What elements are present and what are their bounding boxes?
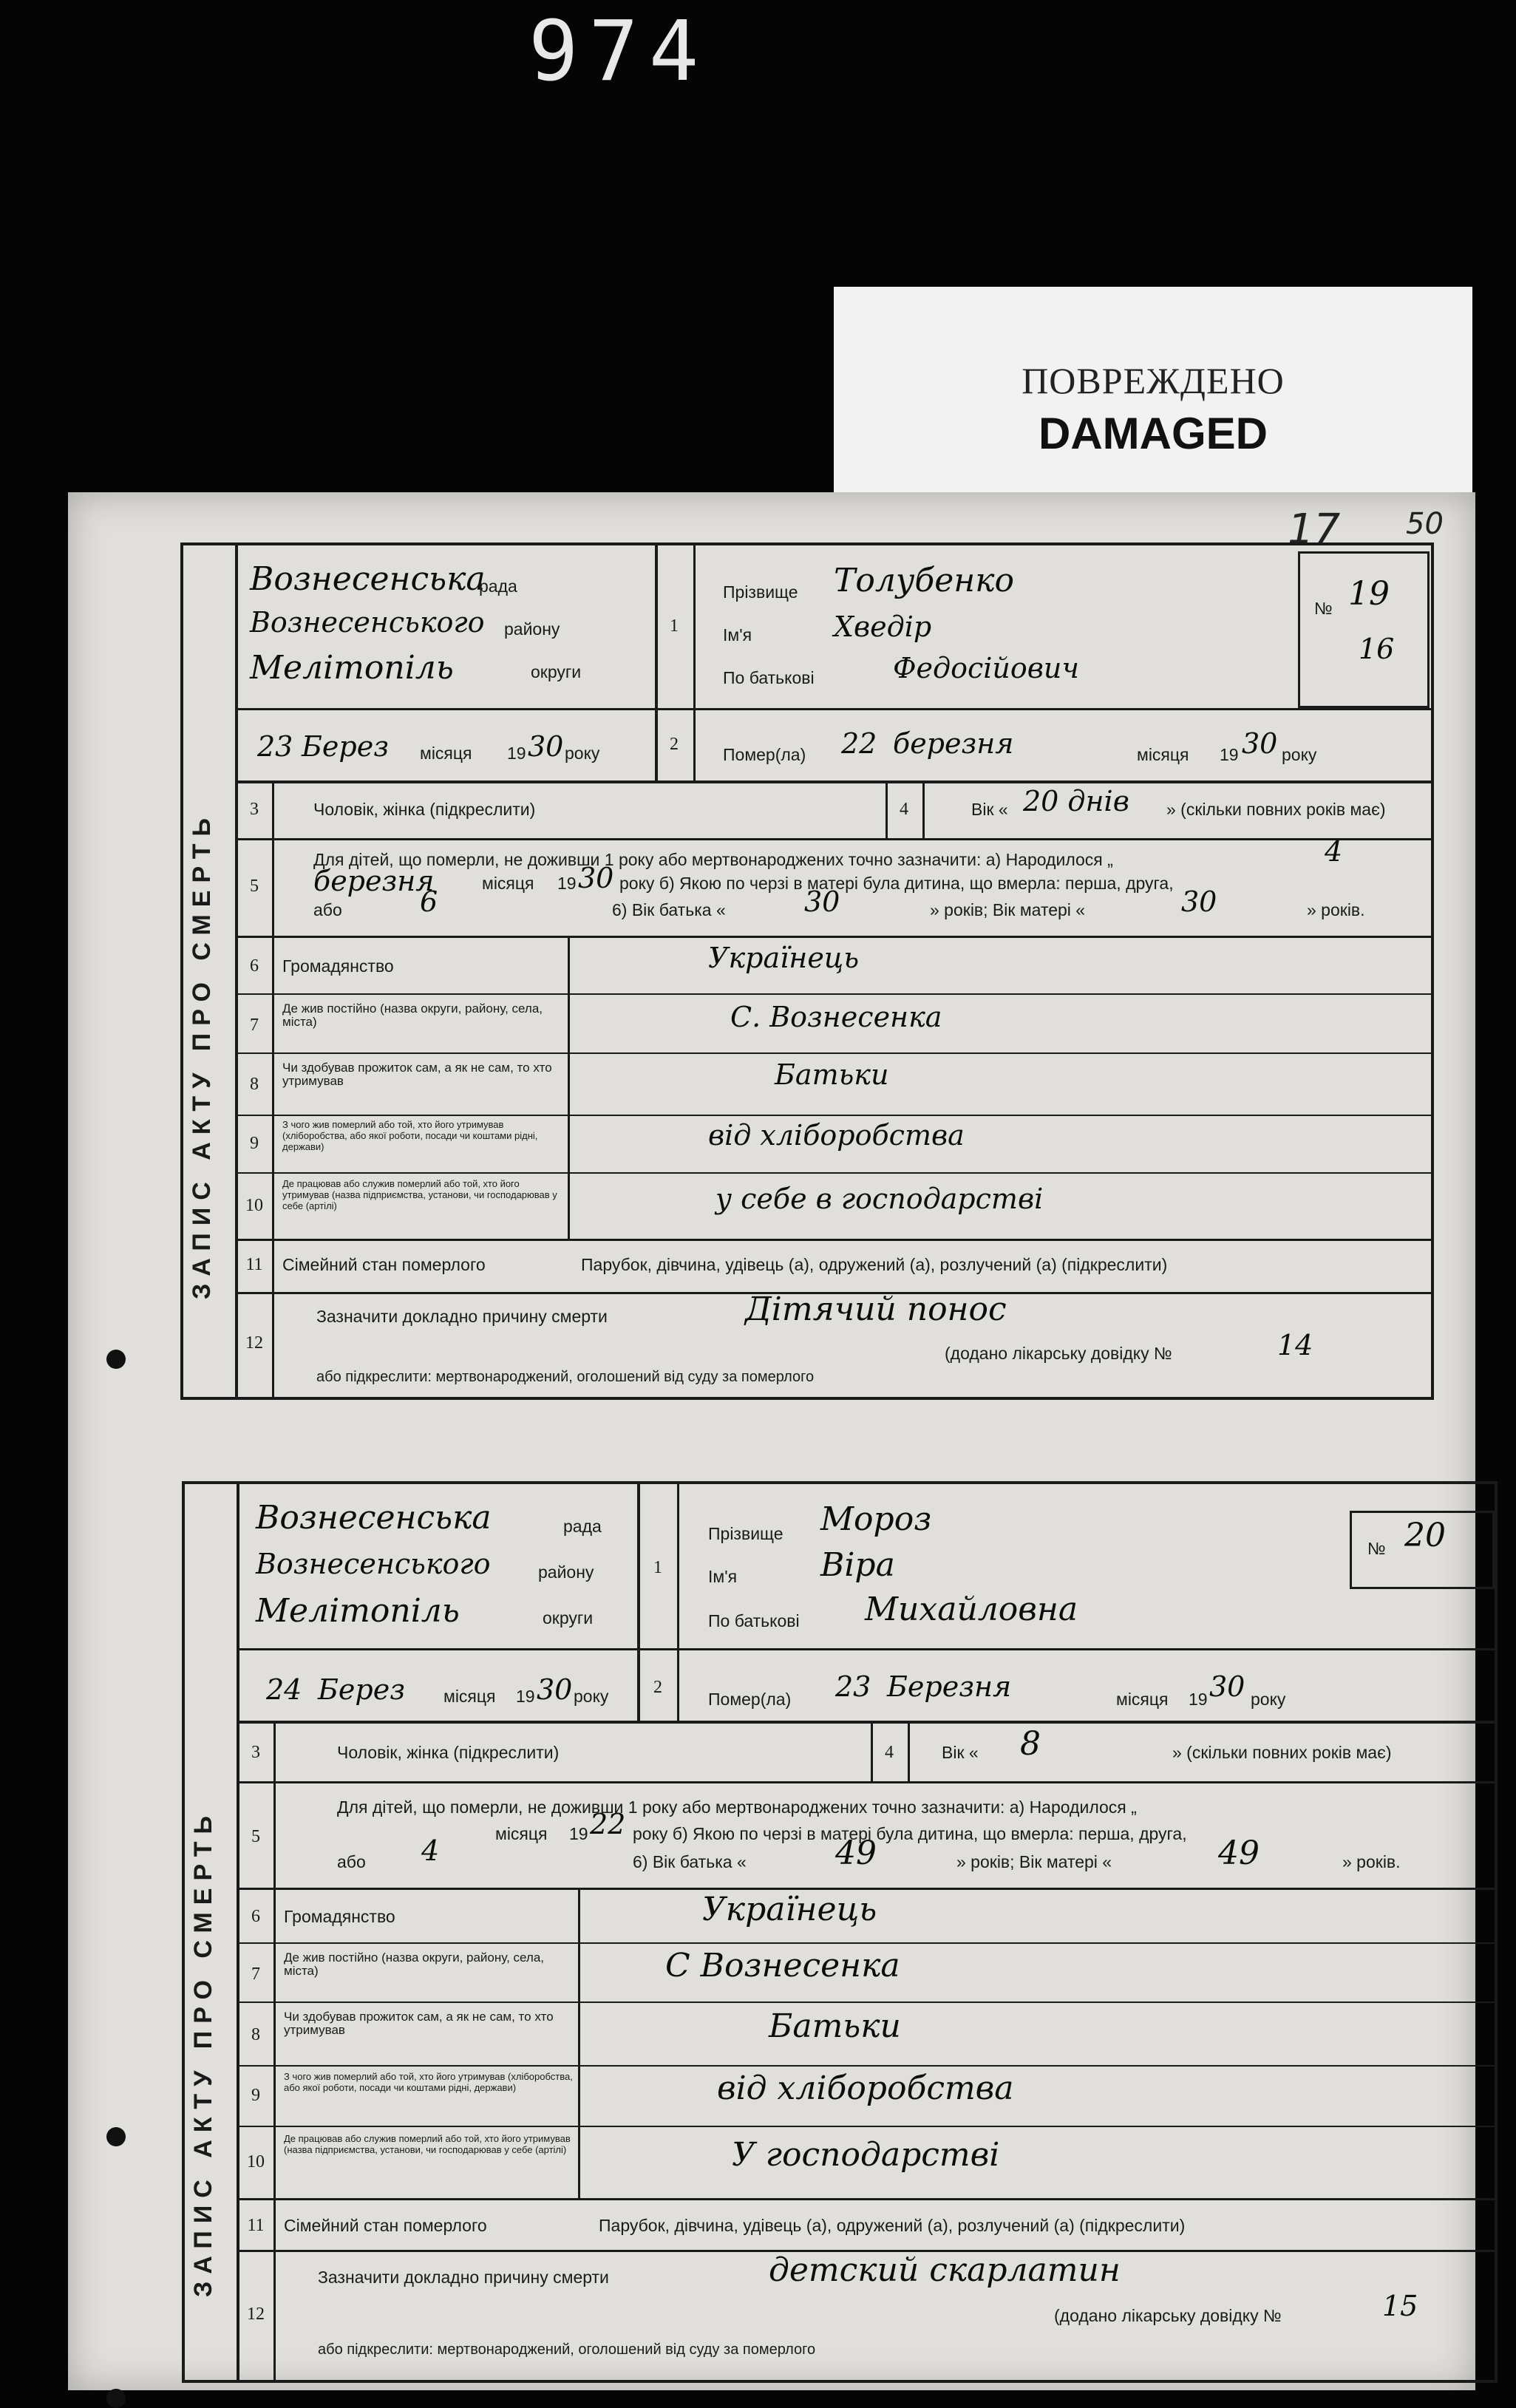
registration-year-prefix: 19 xyxy=(516,1687,535,1706)
infant-line-1: Для дітей, що померли, не доживши 1 року або мертвонароджених точно зазначити: а) Народилося „ xyxy=(337,1798,1137,1817)
age-label-suffix: » (скільки повних років має) xyxy=(1166,800,1386,819)
died-label: Помер(ла) xyxy=(708,1690,792,1709)
document-sheet xyxy=(68,492,1475,2390)
sex-label: Чоловік, жінка (підкреслити) xyxy=(313,800,536,819)
residence-value: С. Вознесенка xyxy=(730,1001,942,1033)
record-number-sub: 16 xyxy=(1359,633,1395,665)
infant-father: 6) Вік батька « xyxy=(633,1852,747,1871)
number-label: № xyxy=(1367,1539,1386,1558)
death-month: березня xyxy=(893,727,1014,760)
cause-label: Зазначити докладно причину смерти xyxy=(316,1307,608,1326)
row-number: 4 xyxy=(900,800,908,819)
misiatsia-label: місяця xyxy=(482,874,534,893)
born-month: березня xyxy=(313,865,435,897)
okrug-value: Мелітопіль xyxy=(250,649,454,687)
registration-year-prefix: 19 xyxy=(507,744,526,763)
punch-hole xyxy=(106,2127,126,2146)
rada-value: Вознесенська xyxy=(250,560,486,598)
born-year-prefix: 19 xyxy=(557,874,577,893)
death-record-1 xyxy=(180,543,1434,1400)
registration-month: Берез xyxy=(318,1673,405,1706)
mother-age: 49 xyxy=(1218,1834,1260,1872)
born-year: 22 xyxy=(590,1808,626,1840)
cert-label: (додано лікарську довідку № xyxy=(1054,2306,1282,2325)
raion-label: району xyxy=(538,1562,594,1582)
infant-mother: » років; Вік матері « xyxy=(930,900,1086,919)
registration-year: 30 xyxy=(528,730,564,763)
row-number: 3 xyxy=(251,1743,260,1762)
record-number: 20 xyxy=(1404,1517,1446,1554)
misiatsia-label: місяця xyxy=(1116,1690,1169,1709)
rik-label: року xyxy=(574,1687,609,1706)
number-label: № xyxy=(1314,599,1333,618)
marital-options: Парубок, дівчина, удівець (а), одружений (а), розлучений (а) (підкреслити) xyxy=(581,1255,1168,1274)
livelihood-label: Чи здобував прожиток сам, а як не сам, то хто утримував xyxy=(284,2010,554,2037)
misiatsia-label: місяця xyxy=(1137,745,1189,764)
born-year: 30 xyxy=(578,862,614,894)
child-order: 4 xyxy=(421,1834,440,1867)
rada-value: Вознесенська xyxy=(256,1499,492,1537)
name-label: Ім'я xyxy=(723,625,752,644)
livelihood-value: Батьки xyxy=(775,1058,889,1091)
side-title: ЗАПИС АКТУ ПРО СМЕРТЬ xyxy=(188,811,216,1299)
archive-number: 974 xyxy=(528,4,710,100)
row-number: 1 xyxy=(670,616,679,636)
row-number: 9 xyxy=(251,2086,260,2105)
citizenship-value: Українець xyxy=(708,942,860,974)
death-year-prefix: 19 xyxy=(1189,1690,1208,1709)
sex-label: Чоловік, жінка (підкреслити) xyxy=(337,1743,560,1762)
workplace-value: У господарстві xyxy=(732,2136,1000,2174)
residence-value: С Вознесенка xyxy=(665,1947,900,1984)
infant-abo: або xyxy=(337,1852,366,1871)
row-number: 12 xyxy=(247,2305,265,2324)
name-value: Хведір xyxy=(834,610,932,643)
rik-label: року xyxy=(1251,1690,1286,1709)
died-label: Помер(ла) xyxy=(723,745,806,764)
source-label: З чого жив померлий або той, хто його утримував (хліборобства, або якої роботи, посади чи коштами рідні, держави) xyxy=(282,1119,538,1152)
row-number: 2 xyxy=(653,1678,662,1697)
citizenship-label: Громадянство xyxy=(284,1907,395,1926)
marital-label: Сімейний стан померлого xyxy=(282,1255,486,1274)
patronymic-value: Михайловна xyxy=(865,1591,1078,1628)
cert-label: (додано лікарську довідку № xyxy=(945,1344,1172,1363)
residence-label: Де жив постійно (назва округи, району, села, міста) xyxy=(284,1950,545,1978)
registration-month: Берез xyxy=(302,730,389,763)
father-age: 49 xyxy=(835,1834,877,1872)
row-number: 4 xyxy=(885,1743,894,1762)
child-order: 6 xyxy=(420,885,438,918)
father-age: 30 xyxy=(804,885,840,918)
rik-label: року xyxy=(565,744,600,763)
misiatsia-label: місяця xyxy=(420,744,472,763)
punch-hole xyxy=(106,1350,126,1369)
death-year-prefix: 19 xyxy=(1220,745,1239,764)
death-day: 23 xyxy=(835,1670,871,1703)
citizenship-value: Українець xyxy=(702,1891,877,1928)
death-day: 22 xyxy=(841,727,877,760)
damage-label-en: DAMAGED xyxy=(1039,409,1268,458)
source-value: від хліборобства xyxy=(708,1119,965,1152)
surname-label: Прізвище xyxy=(708,1524,784,1543)
row-number: 6 xyxy=(251,1907,260,1926)
workplace-value: у себе в господарстві xyxy=(715,1183,1044,1215)
row-number: 6 xyxy=(250,956,259,976)
okrug-value: Мелітопіль xyxy=(256,1592,460,1630)
row-number: 7 xyxy=(251,1965,260,1984)
corner-page-number: 17 xyxy=(1288,506,1341,554)
patronymic-value: Федосійович xyxy=(893,652,1080,684)
row-number: 11 xyxy=(245,1255,263,1274)
raion-label: району xyxy=(504,619,560,639)
infant-mid: року б) Якою по черзі в матері була дитина, що вмерла: перша, друга, xyxy=(633,1824,1187,1843)
age-label-prefix: Вік « xyxy=(942,1743,979,1762)
age-label-suffix: » (скільки повних років має) xyxy=(1172,1743,1392,1762)
record-number: 19 xyxy=(1348,575,1390,613)
age-label-prefix: Вік « xyxy=(971,800,1008,819)
surname-label: Прізвище xyxy=(723,582,798,602)
born-day: 4 xyxy=(1325,835,1343,868)
row-number: 12 xyxy=(245,1333,263,1353)
raion-value: Вознесенського xyxy=(256,1548,491,1580)
cert-number: 15 xyxy=(1382,2290,1418,2322)
age-value: 8 xyxy=(1020,1725,1041,1763)
row-number: 3 xyxy=(250,800,259,819)
damage-label xyxy=(834,287,1472,492)
row-number: 7 xyxy=(250,1016,259,1035)
death-month: Березня xyxy=(887,1670,1012,1703)
stillborn-note: або підкреслити: мертвонароджений, оголошений від суду за померлого xyxy=(318,2341,816,2358)
row-number: 1 xyxy=(653,1558,662,1577)
infant-father: 6) Вік батька « xyxy=(612,900,726,919)
surname-value: Мороз xyxy=(820,1500,932,1538)
row-number: 8 xyxy=(250,1075,259,1094)
side-title: ЗАПИС АКТУ ПРО СМЕРТЬ xyxy=(189,1809,217,2297)
row-number: 10 xyxy=(245,1196,263,1215)
corner-sheet-number: 50 xyxy=(1406,507,1444,541)
livelihood-value: Батьки xyxy=(769,2007,901,2045)
surname-value: Толубенко xyxy=(834,562,1015,599)
row-number: 11 xyxy=(247,2216,265,2235)
rik-label: року xyxy=(1282,745,1317,764)
registration-year: 30 xyxy=(537,1673,573,1706)
cause-label: Зазначити докладно причину смерти xyxy=(318,2268,609,2287)
infant-end: » років. xyxy=(1307,900,1365,919)
row-number: 5 xyxy=(251,1827,260,1846)
misiatsia-label: місяця xyxy=(495,1824,548,1843)
citizenship-label: Громадянство xyxy=(282,956,394,976)
death-year: 30 xyxy=(1209,1670,1245,1703)
patronymic-label: По батькові xyxy=(708,1611,800,1630)
workplace-label: Де працював або служив померлий або той, хто його утримував (назва підприємства, установи, чи господарював у себе (артілі) xyxy=(282,1178,557,1211)
row-number: 9 xyxy=(250,1134,259,1153)
damage-label-ua: ПОВРЕЖДЕНО xyxy=(1022,360,1285,401)
mother-age: 30 xyxy=(1181,885,1217,918)
misiatsia-label: місяця xyxy=(443,1687,496,1706)
infant-mother: » років; Вік матері « xyxy=(956,1852,1112,1871)
death-record-2 xyxy=(182,1481,1498,2383)
patronymic-label: По батькові xyxy=(723,668,815,687)
rada-label: рада xyxy=(479,577,517,596)
residence-label: Де жив постійно (назва округи, району, села, міста) xyxy=(282,1001,543,1029)
cause-value: детский скарлатин xyxy=(769,2251,1121,2289)
born-year-prefix: 19 xyxy=(569,1824,588,1843)
name-value: Віра xyxy=(820,1546,895,1584)
marital-label: Сімейний стан померлого xyxy=(284,2216,487,2235)
rada-label: рада xyxy=(563,1517,602,1536)
punch-hole xyxy=(106,2389,126,2408)
age-value: 20 днів xyxy=(1023,785,1129,817)
row-number: 5 xyxy=(250,877,259,896)
row-number: 2 xyxy=(670,735,679,754)
infant-mid: року б) Якою по черзі в матері була дитина, що вмерла: перша, друга, xyxy=(619,874,1174,893)
infant-end: » років. xyxy=(1342,1852,1401,1871)
registration-day: 24 xyxy=(266,1673,302,1706)
death-year: 30 xyxy=(1242,727,1278,760)
raion-value: Вознесенського xyxy=(250,606,485,639)
marital-options: Парубок, дівчина, удівець (а), одружений (а), розлучений (а) (підкреслити) xyxy=(599,2216,1186,2235)
stillborn-note: або підкреслити: мертвонароджений, оголошений від суду за померлого xyxy=(316,1369,815,1385)
registration-day: 23 xyxy=(257,730,293,763)
okrug-label: округи xyxy=(531,662,582,681)
name-label: Ім'я xyxy=(708,1567,738,1586)
cert-number: 14 xyxy=(1277,1329,1313,1361)
source-value: від хліборобства xyxy=(717,2069,1014,2107)
row-number: 10 xyxy=(247,2152,265,2171)
row-number: 8 xyxy=(251,2025,260,2044)
livelihood-label: Чи здобував прожиток сам, а як не сам, то хто утримував xyxy=(282,1061,552,1088)
okrug-label: округи xyxy=(543,1608,594,1628)
infant-abo: або xyxy=(313,900,342,919)
source-label: З чого жив померлий або той, хто його утримував (хліборобства, або якої роботи, посади чи коштами рідні, держави) xyxy=(284,2071,573,2093)
workplace-label: Де працював або служив померлий або той, хто його утримував (назва підприємства, установи, чи господарював у себе (артілі) xyxy=(284,2133,571,2155)
cause-value: Дітячий понос xyxy=(745,1290,1007,1328)
infant-line-1: Для дітей, що померли, не доживши 1 року або мертвонароджених точно зазначити: а) Народилося „ xyxy=(313,850,1113,869)
